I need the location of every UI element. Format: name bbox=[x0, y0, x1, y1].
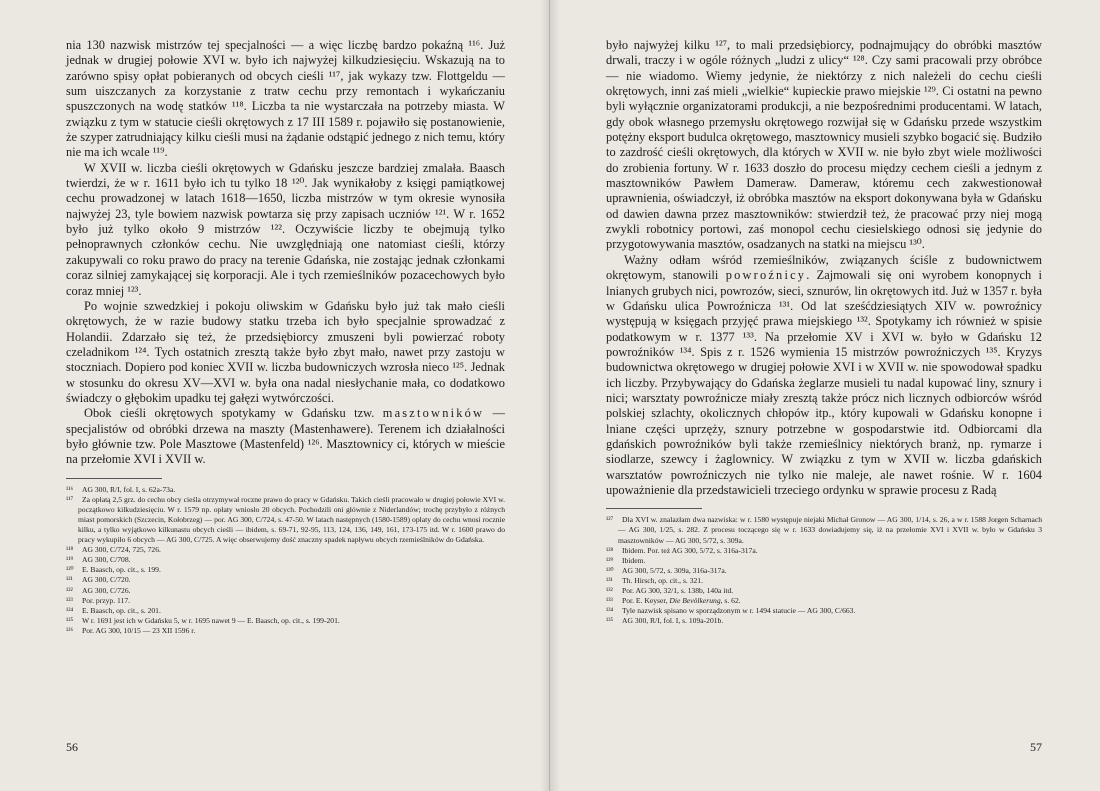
footnote-text: W r. 1691 jest ich w Gdańsku 5, w r. 1695 nawet 9 — E. Baasch, op. cit., s. 199-201. bbox=[82, 615, 340, 625]
footnote bbox=[606, 586, 1042, 596]
footnote-text: E. Baasch, op. cit., s. 199. bbox=[82, 565, 161, 575]
footnote-text: AG 300, C/708. bbox=[82, 555, 131, 565]
footnote-text: AG 300, 5/72, s. 309a, 316a-317a. bbox=[622, 565, 727, 575]
paragraph: Po wojnie szwedzkiej i pokoju oliwskim w Gdańsku było już tak mało cieśli okrętowych, że w razie budowy statku trzeba ich było specjalnie sprowadzać z Holandii. Zdarzało się też, że przedsiębiorcy zmuszeni byli powierzać roboty czeladnikom ¹²⁴. Tych ostatnich zresztą także było zbyt mało, nawet przy zastoju w stoczniach. Dopiero pod koniec XVII w. liczba budowniczych wzrosła nieco ¹²⁵. Jednak w stosunku do okresu XV—XVI w. była ona nadal niesłychanie mała, co dodatkowo świadczy o głębokim upadku tej gałęzi wytwórczości. bbox=[66, 298, 505, 405]
footnote-number: ¹²⁹ bbox=[606, 555, 614, 565]
footnote bbox=[66, 596, 505, 606]
footnote bbox=[66, 575, 505, 585]
footnote-number: ¹²² bbox=[66, 585, 73, 595]
footnote bbox=[606, 515, 1042, 545]
footnote bbox=[606, 596, 1042, 606]
footnote-text: AG 300, R/I, fol. I, s. 62a-73a. bbox=[82, 484, 176, 494]
footnote-text: , s. 62. bbox=[720, 596, 741, 606]
footnote-number: ¹³² bbox=[606, 585, 613, 595]
footnote-number: ¹³⁴ bbox=[606, 606, 614, 616]
footnote-number: ¹³⁰ bbox=[606, 565, 614, 575]
footnote-text: AG 300, R/I, fol. I, s. 109a-201b. bbox=[622, 616, 724, 626]
page-number: 57 bbox=[1030, 740, 1042, 754]
paragraph-text: . Zajmowali się oni wyrobem konopnych i lnianych grubych nici, powrozów, sieci, sznurów, lin okrętowych itd. Już w 1357 r. była w Gdańsku ulica Powroźnicza ¹³¹. Od lat sześćdziesiątych XIV w. powroźnicy występują w księgach przyjęć prawa miejskiego ¹³². Spotykamy ich również w spisie podatkowym w r. 1377 ¹³³. Na przełomie XV i XVI w. było w Gdańsku 12 powroźników ¹³⁴. Spis z r. 1526 wymienia 15 mistrzów powroźniczych ¹³⁵. Kryzys budownictwa okrętowego w drugiej połowie XVI i w XVII w. nie spowodował spadku ich liczby. Przybywający do Gdańska żeglarze musieli tu nadal kupować liny, sznury i nici; warsztaty powroźnicze miały zresztą także prócz nich licznych odbiorców wśród polskiej szlachty, okolicznych chłopów itp., który kupowali w Gdańsku konopne i lniane części uprzęży, sznury potrzebne w gospodarstwie itd. Odbiorcami dla gdańskich powroźników byli także rzemieślnicy niektórych branż, np. rymarze i siodlarze, szewcy i żaglownicy. W związku z tym w XVII w. liczba gdańskich warsztatów powroźniczych nie tylko nie maleje, ale nawet rośnie. W r. 1604 upoważnienie dla przedstawicieli trzeciego ordynku w sprawie procesu z Radą bbox=[606, 268, 1042, 497]
footnote-text: AG 300, C/720. bbox=[82, 575, 131, 585]
footnote-number: ¹³¹ bbox=[606, 575, 613, 585]
footnote-number: ¹¹⁸ bbox=[66, 545, 74, 555]
footnote-text: Za opłatą 2,5 grz. do cechu obcy cieśla otrzymywał roczne prawo do pracy w Gdańsku. Takich cieśli pracowało w drugiej połowie XVI w. początkowo kilkudziesięciu. W r. 1579 np. opłaty wniosło 20 obcych. Pochodzili oni głównie z Niderlandów; trochę przybyło z różnych miast pomorskich (Szczecin, Kołobrzeg) — por. AG 300, C/724, s. 47-50. W latach następnych (1580-1589) opłaty do cechu wnosi rocznie kilku, a tylko wyjątkowo kilkunastu obcych cieśli — ibidem, s. 69-71, 92-95, 113, 124, 136, 149, 161, 173-175 itd. W r. 1600 prawo do pracy wykupiło 6 obcych — AG 300, C/725. A więc obserwujemy dość znaczny spadek napływu obcych rzemieślników do Gdańska. bbox=[78, 494, 505, 545]
footnote-number: ¹²³ bbox=[66, 595, 73, 605]
footnote bbox=[606, 606, 1042, 616]
footnote-number: ¹²¹ bbox=[66, 575, 73, 585]
footnote-text: Por. przyp. 117. bbox=[82, 595, 131, 605]
paragraph bbox=[606, 253, 1042, 499]
footnote-number: ¹¹⁶ bbox=[66, 484, 74, 494]
footnote bbox=[66, 565, 505, 575]
left-page-body bbox=[66, 38, 505, 468]
spaced-term: powroźnicy bbox=[725, 268, 807, 283]
footnote-text: E. Baasch, op. cit., s. 201. bbox=[82, 605, 161, 615]
footnote-text: Ibidem. bbox=[622, 555, 646, 565]
footnote bbox=[66, 555, 505, 565]
footnote-number: ¹²⁷ bbox=[606, 515, 614, 525]
footnote bbox=[66, 626, 505, 636]
cited-title: Die Bevölkerung bbox=[669, 596, 721, 606]
footnote bbox=[606, 616, 1042, 626]
footnote-text: Por. AG 300, 10/15 — 23 XII 1596 r. bbox=[82, 625, 196, 635]
footnote bbox=[66, 586, 505, 596]
footnote-text: Tyle nazwisk spisano w sporządzonym w r. 1494 statucie — AG 300, C/663. bbox=[622, 606, 856, 616]
paragraph: było najwyżej kilku ¹²⁷, to mali przedsiębiorcy, podnajmujący do obróbki masztów drwali, traczy i w ogóle różnych „ludzi z ulicy“ ¹²⁸. Czy sami pracowali przy obróbce — nie wiadomo. Wiemy jedynie, że niektórzy z nich należeli do cechu cieśli okrętowych, inni zaś mieli „wielkie“ kupieckie prawo miejskie ¹²⁹. Ci ostatni na pewno byli wyłącznie organizatorami produkcji, a nie bezpośrednimi producentami. W latach, gdy obok własnego przemysłu okrętowego rozwijał się w Gdańsku przede wszystkim potężny eksport budulca okrętowego, masztownicy musieli szybko bogacić się. Budziło to zazdrość cieśli okrętowych, dla których w XVII w. nie było zbyt wiele możliwości do zrobienia fortuny. W r. 1633 doszło do procesu między cechem cieśli a jednym z masztowników Pawłem Dameraw. Dameraw, któremu cech zakwestionował uprawnienia, oświadczył, iż obróbka masztów na eksport dokonywana była w Gdańsku od dawien dawna przez masztowników: stwierdził też, że pracować przy niej mogą zwykli robotnicy portowi, zaś monopol cechu ciesielskiego odnosi się jedynie do przygotowywania masztów, osadzanych na statki na miejscu ¹³⁰. bbox=[606, 38, 1042, 252]
footnote bbox=[66, 616, 505, 626]
paragraph-text: Obok cieśli okrętowych spotykamy w Gdańsku tzw. bbox=[84, 406, 383, 421]
footnote-text: Ibidem. Por. też AG 300, 5/72, s. 316a-317a. bbox=[622, 545, 758, 555]
right-page bbox=[550, 0, 1100, 791]
footnote-number: ¹²⁶ bbox=[66, 625, 74, 635]
paragraph: W XVII w. liczba cieśli okrętowych w Gdańsku jeszcze bardziej zmalała. Baasch twierdzi, że w r. 1611 było ich tu tylko 18 ¹²⁰. Jak wynikałoby z księgi pamiątkowej cechu prowadzonej w latach 1618—1650, liczba mistrzów w tym okresie wynosiła najwyżej 23, tyle bowiem nazwisk powtarza się przy zapisach uczniów ¹²¹. W r. 1652 było już tylko około 9 mistrzów ¹²². Oczywiście liczby te obejmują tylko pełnoprawnych członków cechu. Nie uwzględniają one natomiast cieśli, którzy zakupywali co roku prawo do pracy na terenie Gdańska, nie zostając jednak członkami coraz silniej zamykającej się korporacji. Ale i tych rzemieślników pozacechowych było coraz mniej ¹²³. bbox=[66, 160, 505, 298]
footnote-separator bbox=[606, 508, 702, 509]
footnote-number: ¹²⁵ bbox=[66, 615, 74, 625]
footnote-text: AG 300, C/724, 725, 726. bbox=[82, 545, 161, 555]
footnote-text: AG 300, C/726. bbox=[82, 585, 131, 595]
footnote-number: ¹³³ bbox=[606, 596, 613, 606]
page-number: 56 bbox=[66, 740, 78, 754]
footnote bbox=[606, 566, 1042, 576]
footnote bbox=[66, 606, 505, 616]
footnote-number: ¹¹⁹ bbox=[66, 555, 74, 565]
footnote bbox=[606, 546, 1042, 556]
footnote-number: ¹³⁵ bbox=[606, 616, 614, 626]
paragraph-text: Ważny odłam wśród rzemieślników, związanych ściśle z budownictwem okrętowym, stanowili bbox=[606, 252, 1042, 283]
spaced-term: masztowników bbox=[382, 406, 485, 421]
footnote-separator bbox=[66, 478, 162, 479]
paragraph-text: — specjalistów od obróbki drzewa na maszty (Mastenhawere). Terenem ich działalności było głównie tzw. Pole Masztowe (Mastenfeld) ¹²⁶. Masztownicy ci, których w mieście na przełomie XVI i XVII w. bbox=[66, 406, 505, 467]
footnote-number: ¹²⁴ bbox=[66, 605, 74, 615]
footnote bbox=[66, 545, 505, 555]
right-footnotes bbox=[606, 515, 1042, 626]
footnote bbox=[606, 576, 1042, 586]
footnote bbox=[66, 495, 505, 545]
left-footnotes bbox=[66, 485, 505, 636]
footnote-text: Dla XVI w. znalazłam dwa nazwiska: w r. 1580 występuje niejaki Michał Gronow — AG 300, 1/14, s. 26, a w r. 1588 Jorgen Scharnach — AG 300, 1/25, s. 282. Z procesu toczącego się w r. 1633 dowiadujemy się, iż na przełomie XVI i XVII w. było w Gdańsku 3 masztowników — AG 300, 5/72, s. 309a. bbox=[618, 515, 1042, 545]
footnote bbox=[606, 556, 1042, 566]
footnote-text: Th. Hirsch, op. cit., s. 321. bbox=[622, 575, 703, 585]
footnote-number: ¹²⁰ bbox=[66, 565, 74, 575]
footnote-number: ¹¹⁷ bbox=[66, 494, 74, 504]
paragraph: nia 130 nazwisk mistrzów tej specjalności — a więc liczbę bardzo pokaźną ¹¹⁶. Już jednak w drugiej połowie XVI w. było ich najwyżej kilkudziesięciu. Wskazują na to zarówno spisy opłat pobieranych od obcych cieśli ¹¹⁷, jak wykazy tzw. Flottgeldu — sum uiszczanych za korzystanie z tratw cechu przy remontach i wykańczaniu spuszczonych na wodę statków ¹¹⁸. Liczba ta nie wystarczała na potrzeby miasta. W związku z tym w statucie cieśli okrętowych z 17 III 1589 r. pojawiło się postanowienie, że szyper zatrudniający kilku cieśli musi na żądanie odstąpić jednego z nich temu, który nie ma ich wcale ¹¹⁹. bbox=[66, 38, 505, 160]
footnote-text: Por. E. Keyser, bbox=[622, 596, 670, 606]
paragraph bbox=[66, 406, 505, 467]
right-page-body bbox=[606, 38, 1042, 498]
footnote-number: ¹²⁸ bbox=[606, 545, 614, 555]
footnote-text: Por. AG 300, 32/1, s. 138b, 140a itd. bbox=[622, 585, 734, 595]
footnote bbox=[66, 485, 505, 495]
